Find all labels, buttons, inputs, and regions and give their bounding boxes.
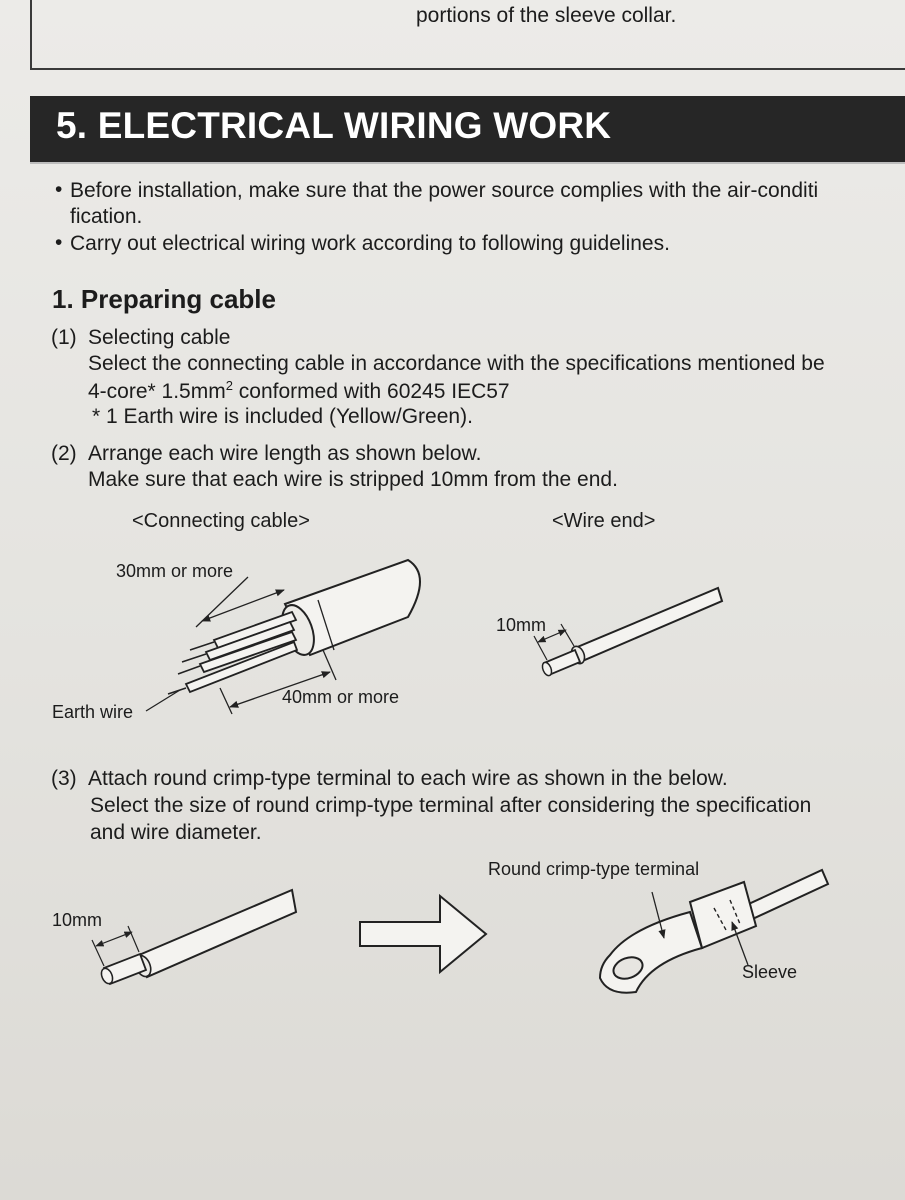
cable-spec-suffix: conformed with 60245 IEC57	[232, 380, 510, 403]
step-2-line-1: Arrange each wire length as shown below.	[88, 442, 482, 465]
cable-spec-prefix: 4-core* 1.5mm	[88, 380, 226, 403]
step-3-line-1: Attach round crimp-type terminal to each wire as shown in the below.	[88, 767, 728, 790]
step-1-line-1: Select the connecting cable in accordance with the specifications mentioned be	[88, 352, 825, 375]
step-3-line-3: and wire diameter.	[90, 821, 262, 844]
round-crimp-terminal-label: Round crimp-type terminal	[488, 859, 700, 879]
subsection-title: 1. Preparing cable	[52, 284, 276, 314]
bullet-icon: •	[55, 178, 63, 201]
step-1-title: Selecting cable	[88, 326, 231, 349]
earth-wire-note: * 1 Earth wire is included (Yellow/Green).	[92, 405, 473, 428]
wire-end-illustration	[534, 588, 722, 677]
dimension-40mm-label: 40mm or more	[282, 687, 400, 707]
wire-end-10mm-label: 10mm	[496, 615, 547, 635]
step-3-number: (3)	[51, 767, 77, 790]
step-2-number: (2)	[51, 442, 77, 465]
transition-arrow-icon	[360, 896, 486, 972]
bullet-icon: •	[55, 231, 63, 254]
section-title: 5. ELECTRICAL WIRING WORK	[56, 105, 612, 146]
bullet-1-line-2: fication.	[70, 205, 143, 228]
sleeve-label: Sleeve	[742, 962, 798, 982]
step-1-number: (1)	[51, 326, 77, 349]
stripped-wire-illustration	[92, 890, 296, 985]
connecting-cable-caption: <Connecting cable>	[132, 510, 310, 532]
step-2-line-2: Make sure that each wire is stripped 10mm from the end.	[88, 468, 618, 491]
step-3-line-2: Select the size of round crimp-type terminal after considering the specification	[90, 794, 812, 817]
cable-spec-superscript: 2	[225, 378, 233, 393]
dimension-30mm-label: 30mm or more	[116, 561, 234, 581]
bullet-2-line-1: Carry out electrical wiring work according to following guidelines.	[70, 232, 670, 255]
bullet-1-line-1: Before installation, make sure that the power source complies with the air-conditi	[70, 179, 819, 202]
earth-wire-label: Earth wire	[52, 702, 134, 722]
previous-section-text: portions of the sleeve collar.	[416, 4, 677, 27]
wire-end-caption: <Wire end>	[552, 510, 656, 532]
stripped-10mm-label: 10mm	[52, 910, 103, 930]
